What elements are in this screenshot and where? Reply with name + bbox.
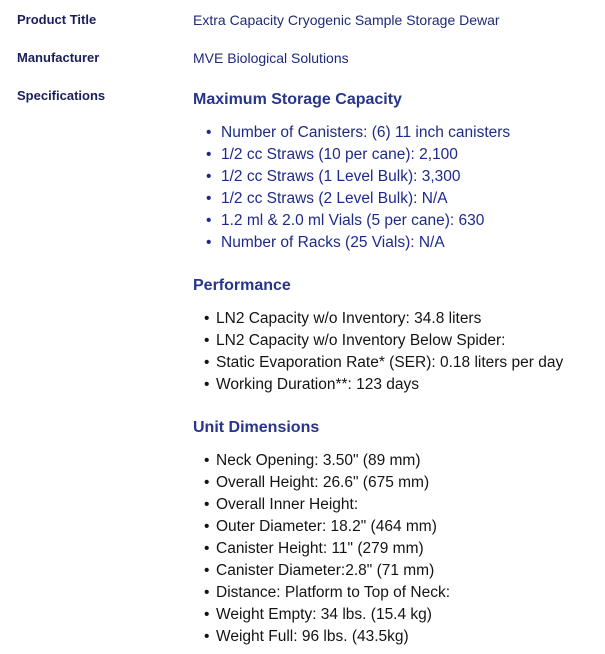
list-item: • 1.2 ml & 2.0 ml Vials (5 per cane): 630 — [206, 210, 510, 232]
bullet-icon: • — [204, 452, 210, 469]
list-item: • Distance: Platform to Top of Neck: — [204, 582, 450, 604]
manufacturer-label: Manufacturer — [17, 50, 100, 65]
list-item: • Number of Racks (25 Vials): N/A — [206, 232, 510, 254]
bullet-icon: • — [204, 354, 210, 371]
bullet-icon: • — [206, 212, 212, 229]
bullet-icon: • — [206, 190, 212, 207]
list-item: • LN2 Capacity w/o Inventory: 34.8 liters — [204, 308, 563, 330]
product-title-label: Product Title — [17, 12, 97, 27]
bullet-icon: • — [204, 474, 210, 491]
specifications-label: Specifications — [17, 88, 106, 103]
bullet-icon: • — [204, 606, 210, 623]
unit-dimensions-list — [204, 450, 450, 648]
bullet-icon: • — [204, 584, 210, 601]
product-title-value: Extra Capacity Cryogenic Sample Storage Dewar — [193, 12, 500, 28]
bullet-icon: • — [206, 234, 212, 251]
bullet-icon: • — [204, 496, 210, 513]
list-item: • Canister Height: 11" (279 mm) — [204, 538, 450, 560]
section-title-unit-dimensions: Unit Dimensions — [193, 419, 320, 436]
list-item: • Number of Canisters: (6) 11 inch canisters — [206, 122, 510, 144]
section-title-performance: Performance — [193, 277, 291, 294]
list-item: • Static Evaporation Rate* (SER): 0.18 liters per day — [204, 352, 563, 374]
list-item: • Neck Opening: 3.50" (89 mm) — [204, 450, 450, 472]
bullet-icon: • — [204, 628, 210, 645]
section-title-max-storage-capacity: Maximum Storage Capacity — [193, 91, 402, 108]
list-item: • Weight Full: 96 lbs. (43.5kg) — [204, 626, 450, 648]
list-item: • 1/2 cc Straws (2 Level Bulk): N/A — [206, 188, 510, 210]
bullet-icon: • — [204, 518, 210, 535]
list-item: • Outer Diameter: 18.2" (464 mm) — [204, 516, 450, 538]
max-storage-capacity-list — [206, 122, 510, 254]
bullet-icon: • — [206, 168, 212, 185]
bullet-icon: • — [204, 310, 210, 327]
list-item: • Overall Inner Height: — [204, 494, 450, 516]
performance-list — [204, 308, 563, 396]
list-item: • LN2 Capacity w/o Inventory Below Spider: — [204, 330, 563, 352]
manufacturer-value: MVE Biological Solutions — [193, 50, 349, 66]
list-item: • Overall Height: 26.6" (675 mm) — [204, 472, 450, 494]
list-item: • 1/2 cc Straws (1 Level Bulk): 3,300 — [206, 166, 510, 188]
list-item: • Canister Diameter:2.8" (71 mm) — [204, 560, 450, 582]
bullet-icon: • — [204, 562, 210, 579]
bullet-icon: • — [204, 332, 210, 349]
bullet-icon: • — [204, 376, 210, 393]
bullet-icon: • — [206, 146, 212, 163]
bullet-icon: • — [204, 540, 210, 557]
bullet-icon: • — [206, 124, 212, 141]
list-item: • 1/2 cc Straws (10 per cane): 2,100 — [206, 144, 510, 166]
list-item: • Working Duration**: 123 days — [204, 374, 563, 396]
list-item: • Weight Empty: 34 lbs. (15.4 kg) — [204, 604, 450, 626]
